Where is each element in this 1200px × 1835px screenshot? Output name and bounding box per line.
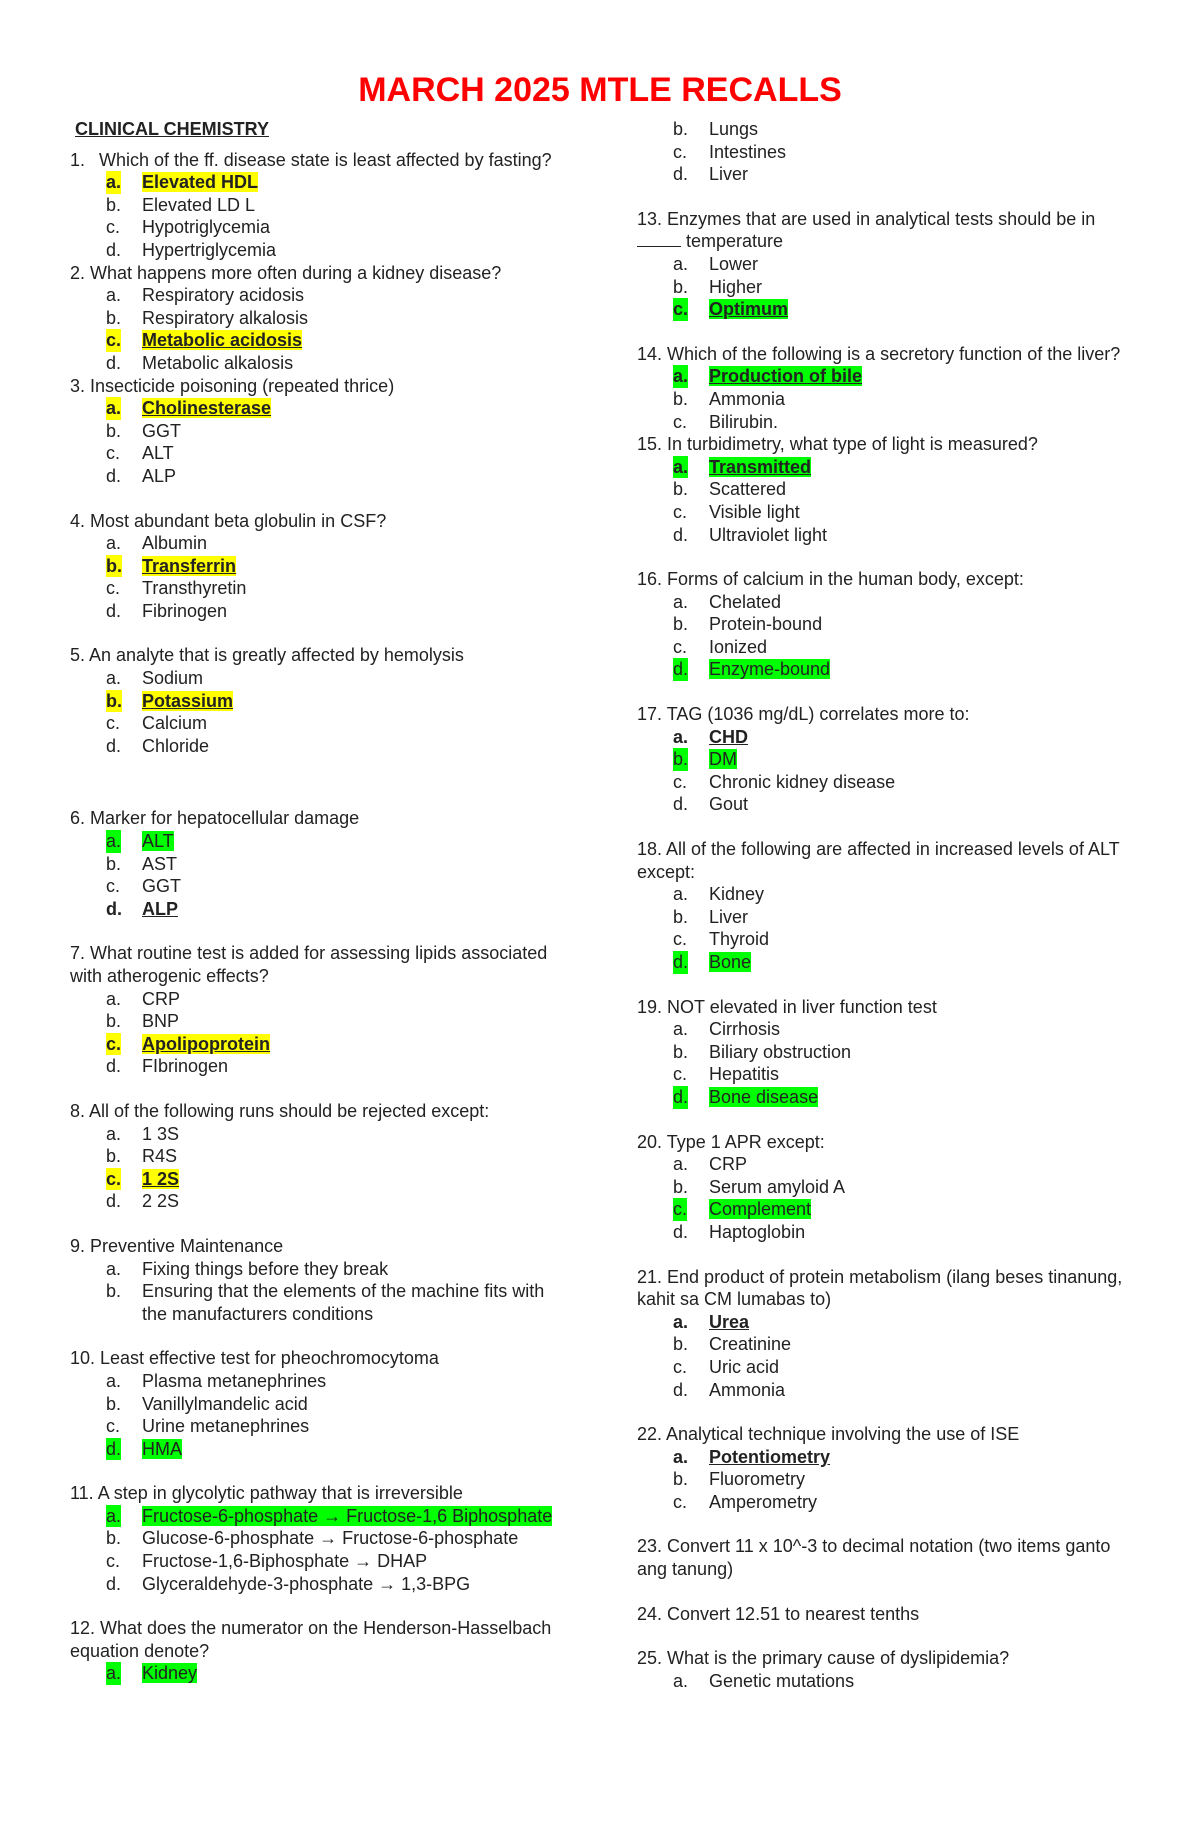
q22-option-b: b. Fluorometry bbox=[673, 1469, 806, 1490]
question-10: 10. Least effective test for pheochromocytoma bbox=[70, 1348, 439, 1369]
q16-option-c: c. Ionized bbox=[673, 636, 768, 657]
q11-option-d: d. Glyceraldehyde-3-phosphate → 1,3-BPG bbox=[106, 1573, 471, 1594]
question-25: 25. What is the primary cause of dyslipidemia? bbox=[637, 1648, 1010, 1669]
q1-option-d: d. Hypertriglycemia bbox=[106, 239, 277, 260]
question-15: 15. In turbidimetry, what type of light is measured? bbox=[637, 434, 1038, 455]
q15-option-a: a. Transmitted bbox=[673, 456, 812, 477]
q20-option-c: c. Complement bbox=[673, 1199, 812, 1220]
q20-option-d: d. Haptoglobin bbox=[673, 1221, 806, 1242]
q12-option-a: a. Kidney bbox=[106, 1663, 198, 1684]
q5-option-b: b. Potassium bbox=[106, 690, 234, 711]
q4-option-d: d. Fibrinogen bbox=[106, 600, 228, 621]
q1-option-b: b. Elevated LD L bbox=[106, 194, 256, 215]
question-17: 17. TAG (1036 mg/dL) correlates more to: bbox=[637, 704, 970, 725]
question-19: 19. NOT elevated in liver function test bbox=[637, 996, 937, 1017]
q17-option-d: d. Gout bbox=[673, 794, 749, 815]
q6-option-b: b. AST bbox=[106, 853, 178, 874]
q2-option-b: b. Respiratory alkalosis bbox=[106, 307, 309, 328]
question-2: 2. What happens more often during a kidney disease? bbox=[70, 262, 502, 283]
q6-option-d: d. ALP bbox=[106, 898, 178, 919]
q12-option-c: c. Intestines bbox=[673, 141, 787, 162]
q4-option-a: a. Albumin bbox=[106, 533, 208, 554]
q5-option-d: d. Chloride bbox=[106, 735, 210, 756]
question-9: 9. Preventive Maintenance bbox=[70, 1235, 284, 1256]
q20-option-b: b. Serum amyloid A bbox=[673, 1176, 846, 1197]
q8-option-d: d. 2 2S bbox=[106, 1191, 180, 1212]
q16-option-b: b. Protein-bound bbox=[673, 614, 823, 635]
q19-option-a: a. Cirrhosis bbox=[673, 1019, 781, 1040]
q19-option-d: d. Bone disease bbox=[673, 1086, 819, 1107]
q9-option-b: b. Ensuring that the elements of the machine fits with the manufacturers conditions bbox=[106, 1281, 545, 1324]
q14-option-c: c. Bilirubin. bbox=[673, 411, 779, 432]
q1-option-c: c. Hypotriglycemia bbox=[106, 217, 271, 238]
question-5: 5. An analyte that is greatly affected by hemolysis bbox=[70, 645, 464, 666]
question-21: 21. End product of protein metabolism (ilang beses tinanung, kahit sa CM lumabas to) bbox=[637, 1266, 1123, 1310]
q12-option-d: d. Liver bbox=[673, 164, 749, 185]
q14-option-a: a. Production of bile bbox=[673, 366, 862, 387]
q15-option-c: c. Visible light bbox=[673, 501, 800, 522]
q17-option-c: c. Chronic kidney disease bbox=[673, 771, 896, 792]
question-1: 1. Which of the ff. disease state is least affected by fasting? bbox=[70, 149, 552, 170]
q14-option-b: b. Ammonia bbox=[673, 388, 786, 409]
q3-option-d: d. ALP bbox=[106, 465, 177, 486]
q1-option-a: a. Elevated HDL bbox=[106, 172, 259, 193]
q17-option-b: b. DM bbox=[673, 749, 737, 770]
q11-option-a: a. Fructose-6-phosphate → Fructose-1,6 Biphosphate bbox=[106, 1505, 553, 1526]
q18-option-b: b. Liver bbox=[673, 906, 749, 927]
q17-option-a: a. CHD bbox=[673, 726, 748, 747]
question-16: 16. Forms of calcium in the human body, except: bbox=[637, 569, 1024, 590]
question-3: 3. Insecticide poisoning (repeated thrice) bbox=[70, 375, 395, 396]
answer-blank bbox=[637, 232, 681, 247]
q10-option-d: d. HMA bbox=[106, 1438, 182, 1459]
q6-option-c: c. GGT bbox=[106, 876, 181, 897]
q3-option-a: a. Cholinesterase bbox=[106, 398, 272, 419]
q21-option-a: a. Urea bbox=[673, 1311, 750, 1332]
q2-option-c: c. Metabolic acidosis bbox=[106, 330, 303, 351]
q5-option-c: c. Calcium bbox=[106, 713, 208, 734]
q3-option-c: c. ALT bbox=[106, 443, 174, 464]
right-column bbox=[637, 118, 1137, 1692]
question-24: 24. Convert 12.51 to nearest tenths bbox=[637, 1603, 920, 1624]
q21-option-b: b. Creatinine bbox=[673, 1334, 792, 1355]
q15-option-d: d. Ultraviolet light bbox=[673, 524, 828, 545]
q7-option-d: d. FIbrinogen bbox=[106, 1056, 229, 1077]
q4-option-c: c. Transthyretin bbox=[106, 578, 247, 599]
q20-option-a: a. CRP bbox=[673, 1154, 748, 1175]
q13-option-c: c. Optimum bbox=[673, 299, 788, 320]
q5-option-a: a. Sodium bbox=[106, 668, 204, 689]
question-18: 18. All of the following are affected in increased levels of ALT except: bbox=[637, 839, 1120, 882]
q19-option-b: b. Biliary obstruction bbox=[673, 1041, 852, 1062]
question-22: 22. Analytical technique involving the use of ISE bbox=[637, 1424, 1020, 1445]
q21-option-c: c. Uric acid bbox=[673, 1356, 780, 1377]
q18-option-c: c. Thyroid bbox=[673, 929, 770, 950]
q2-option-d: d. Metabolic alkalosis bbox=[106, 352, 294, 373]
q13-option-b: b. Higher bbox=[673, 276, 763, 297]
q11-option-b: b. Glucose-6-phosphate → Fructose-6-phosphate bbox=[106, 1528, 519, 1549]
q8-option-c: c. 1 2S bbox=[106, 1168, 180, 1189]
question-20: 20. Type 1 APR except: bbox=[637, 1131, 825, 1152]
section-heading: CLINICAL CHEMISTRY bbox=[75, 119, 270, 139]
left-column bbox=[70, 118, 570, 1685]
q8-option-b: b. R4S bbox=[106, 1146, 178, 1167]
q6-option-a: a. ALT bbox=[106, 831, 174, 852]
question-12: 12. What does the numerator on the Henderson-Hasselbach equation denote? bbox=[70, 1618, 552, 1661]
q2-option-a: a. Respiratory acidosis bbox=[106, 285, 305, 306]
question-23: 23. Convert 11 x 10^-3 to decimal notation (two items ganto ang tanung) bbox=[637, 1536, 1111, 1580]
q15-option-b: b. Scattered bbox=[673, 479, 787, 500]
q19-option-c: c. Hepatitis bbox=[673, 1064, 780, 1085]
q13-option-a: a. Lower bbox=[673, 253, 759, 274]
question-4: 4. Most abundant beta globulin in CSF? bbox=[70, 510, 387, 531]
q22-option-c: c. Amperometry bbox=[673, 1491, 818, 1512]
question-13: 13. Enzymes that are used in analytical tests should be in temperature bbox=[637, 208, 1096, 252]
q21-option-d: d. Ammonia bbox=[673, 1379, 786, 1400]
question-14: 14. Which of the following is a secretory function of the liver? bbox=[637, 343, 1121, 364]
q16-option-a: a. Chelated bbox=[673, 591, 782, 612]
question-6: 6. Marker for hepatocellular damage bbox=[70, 808, 360, 829]
q7-option-b: b. BNP bbox=[106, 1011, 180, 1032]
q4-option-b: b. Transferrin bbox=[106, 555, 237, 576]
question-8: 8. All of the following runs should be rejected except: bbox=[70, 1100, 490, 1121]
q10-option-c: c. Urine metanephrines bbox=[106, 1416, 310, 1437]
q10-option-b: b. Vanillylmandelic acid bbox=[106, 1393, 308, 1414]
q18-option-d: d. Bone bbox=[673, 952, 752, 972]
question-11: 11. A step in glycolytic pathway that is irreversible bbox=[70, 1483, 463, 1504]
q10-option-a: a. Plasma metanephrines bbox=[106, 1370, 327, 1391]
q8-option-a: a. 1 3S bbox=[106, 1123, 180, 1144]
q3-option-b: b. GGT bbox=[106, 420, 181, 441]
q12-option-b: b. Lungs bbox=[673, 119, 759, 139]
q9-option-a: a. Fixing things before they break bbox=[106, 1258, 389, 1279]
q7-option-a: a. CRP bbox=[106, 988, 181, 1009]
q22-option-a: a. Potentiometry bbox=[673, 1446, 831, 1467]
q11-option-c: c. Fructose-1,6-Biphosphate → DHAP bbox=[106, 1551, 428, 1572]
question-7: 7. What routine test is added for assessing lipids associated with atherogenic effects? bbox=[70, 943, 548, 986]
q16-option-d: d. Enzyme-bound bbox=[673, 659, 831, 680]
q7-option-c: c. Apolipoprotein bbox=[106, 1033, 270, 1054]
page-title: MARCH 2025 MTLE RECALLS bbox=[358, 71, 842, 109]
q18-option-a: a. Kidney bbox=[673, 884, 765, 905]
q25-option-a: a. Genetic mutations bbox=[673, 1670, 855, 1691]
